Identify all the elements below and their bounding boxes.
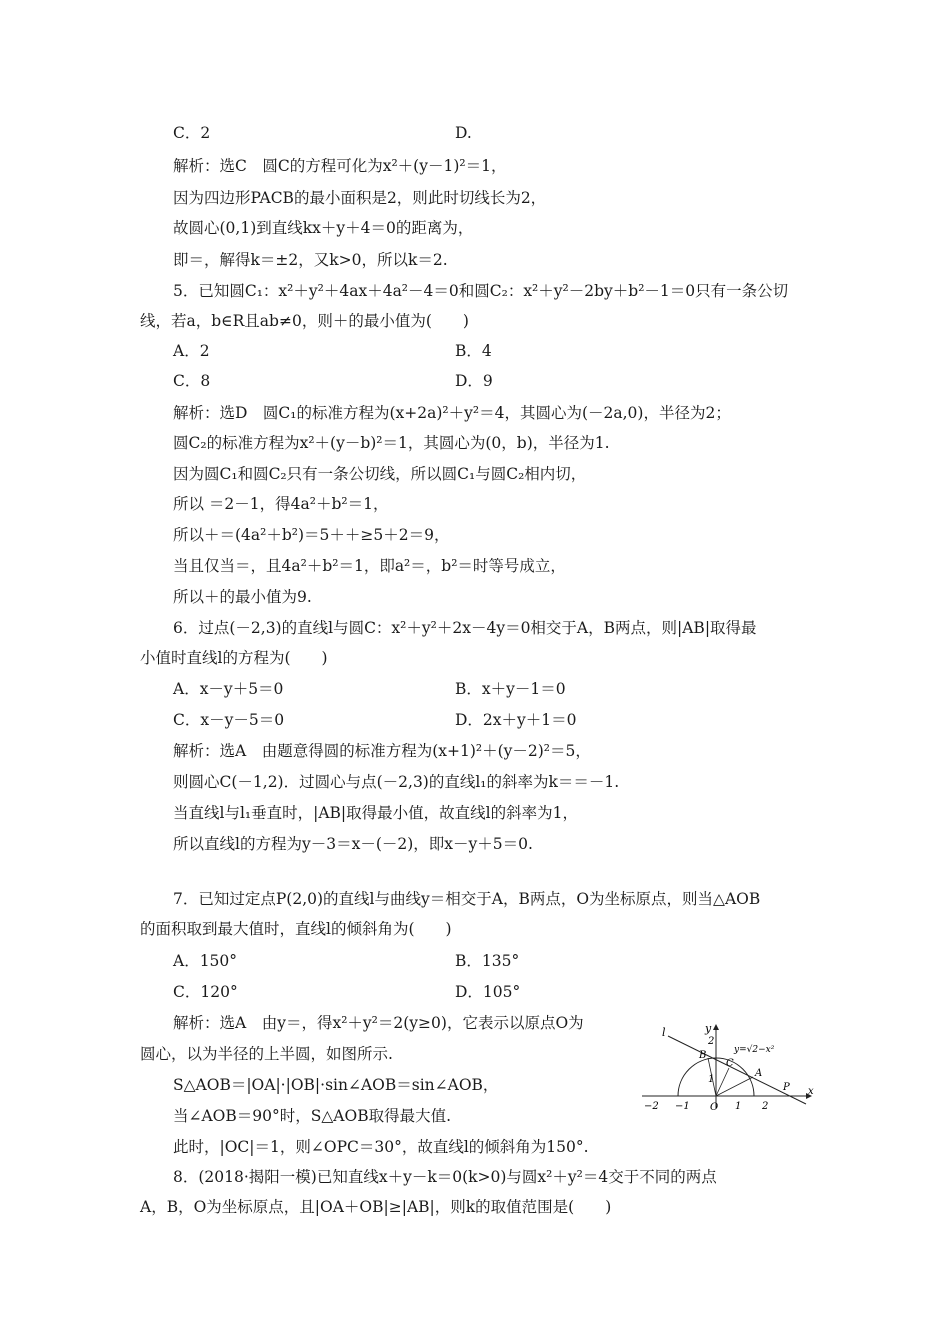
option-c-q4: C．2 <box>173 124 211 142</box>
question-8-cont: A，B，O为坐标原点，且|OA＋OB|≥|AB|，则k的取值范围是( ) <box>140 1198 612 1216</box>
label-a: A <box>755 1068 763 1079</box>
option-c-q7: C．120° <box>173 983 238 1001</box>
solution-line: 解析：选A 由y＝，得x²＋y²＝2(y≥0)，它表示以原点O为 <box>173 1014 584 1032</box>
tick-x-neg2: −2 <box>644 1101 659 1112</box>
question-6: 6．过点(－2,3)的直线l与圆C：x²＋y²＋2x－4y＝0相交于A，B两点，则|AB|取得最 <box>173 619 757 637</box>
solution-line: 则圆心C(－1,2)．过圆心与点(－2,3)的直线l₁的斜率为k＝＝－1. <box>173 773 620 791</box>
question-6-cont: 小值时直线l的方程为( ) <box>140 649 328 667</box>
option-a-q5: A．2 <box>173 342 210 360</box>
solution-line: 此时，|OC|＝1，则∠OPC＝30°，故直线l的倾斜角为150°. <box>173 1138 589 1156</box>
label-y-axis: y <box>705 1022 712 1035</box>
label-curve: y=√2−x² <box>734 1045 775 1055</box>
tick-x-1: 1 <box>735 1101 742 1112</box>
tick-x-neg1: −1 <box>675 1101 690 1112</box>
solution-line: 故圆心(0,1)到直线kx＋y＋4＝0的距离为， <box>173 219 474 237</box>
option-a-q7: A．150° <box>173 952 238 970</box>
solution-line: 所以＋＝(4a²＋b²)＝5＋＋≥5＋2＝9， <box>173 526 450 544</box>
solution-line: 因为四边形PACB的最小面积是2，则此时切线长为2， <box>173 189 547 207</box>
option-b-q5: B．4 <box>455 342 492 360</box>
question-8: 8．(2018·揭阳一模)已知直线x＋y－k＝0(k>0)与圆x²＋y²＝4交于不同的两点 <box>173 1168 717 1186</box>
question-7: 7．已知过定点P(2,0)的直线l与曲线y＝相交于A，B两点，O为坐标原点，则当△AOB <box>173 890 761 908</box>
question-7-cont: 的面积取到最大值时，直线l的倾斜角为( ) <box>140 920 452 938</box>
label-b: B <box>699 1050 707 1061</box>
solution-line: 当直线l与l₁垂直时，|AB|取得最小值，故直线l的斜率为1， <box>173 804 578 822</box>
solution-line: 圆C₂的标准方程为x²＋(y－b)²＝1，其圆心为(0，b)，半径为1. <box>173 434 610 452</box>
option-b-q6: B．x＋y－1＝0 <box>455 680 566 698</box>
label-l: l <box>662 1026 666 1039</box>
tick-y-1: 1 <box>708 1074 715 1085</box>
solution-line: 所以＋的最小值为9. <box>173 588 312 606</box>
solution-line: 当且仅当＝，且4a²＋b²＝1，即a²＝，b²＝时等号成立， <box>173 557 566 575</box>
question-5: 5．已知圆C₁：x²＋y²＋4ax＋4a²－4＝0和圆C₂：x²＋y²－2by＋b²－1＝0只有一条公切 <box>173 282 789 300</box>
option-b-q7: B．135° <box>455 952 520 970</box>
label-origin: O <box>710 1102 719 1112</box>
semicircle-figure <box>638 1022 814 1112</box>
solution-line: 解析：选A 由题意得圆的标准方程为(x+1)²＋(y－2)²＝5， <box>173 742 591 760</box>
label-p: P <box>783 1082 790 1093</box>
option-d-q6: D．2x＋y＋1＝0 <box>455 711 577 729</box>
solution-line: 即＝，解得k＝±2，又k>0，所以k＝2. <box>173 251 448 269</box>
solution-line: 圆心，以为半径的上半圆，如图所示. <box>140 1045 393 1063</box>
option-c-q5: C．8 <box>173 372 211 390</box>
label-c: C <box>726 1058 734 1069</box>
solution-line: 因为圆C₁和圆C₂只有一条公切线，所以圆C₁与圆C₂相内切， <box>173 465 587 483</box>
option-a-q6: A．x－y＋5＝0 <box>173 680 284 698</box>
option-c-q6: C．x－y－5＝0 <box>173 711 285 729</box>
solution-line: 解析：选C 圆C的方程可化为x²＋(y－1)²＝1， <box>173 157 507 175</box>
segment-oa <box>716 1077 753 1096</box>
option-d-q7: D．105° <box>455 983 521 1001</box>
tick-y-2: 2 <box>708 1036 715 1047</box>
tick-x-2: 2 <box>762 1101 769 1112</box>
option-d-q4: D. <box>455 124 472 142</box>
solution-line: S△AOB＝|OA|·|OB|·sin∠AOB＝sin∠AOB， <box>173 1076 499 1094</box>
question-5-cont: 线，若a，b∈R且ab≠0，则＋的最小值为( ) <box>140 312 469 330</box>
solution-line: 所以 ＝2－1，得4a²＋b²＝1， <box>173 495 389 513</box>
solution-line: 当∠AOB＝90°时，S△AOB取得最大值. <box>173 1107 452 1125</box>
segment-oc <box>716 1068 729 1096</box>
option-d-q5: D．9 <box>455 372 493 390</box>
label-x-axis: x <box>808 1086 814 1097</box>
solution-line: 所以直线l的方程为y－3＝x－(－2)，即x－y＋5＝0. <box>173 835 533 853</box>
solution-line: 解析：选D 圆C₁的标准方程为(x+2a)²＋y²＝4，其圆心为(－2a,0)，半径为2； <box>173 404 731 422</box>
y-axis-arrow <box>713 1024 719 1030</box>
